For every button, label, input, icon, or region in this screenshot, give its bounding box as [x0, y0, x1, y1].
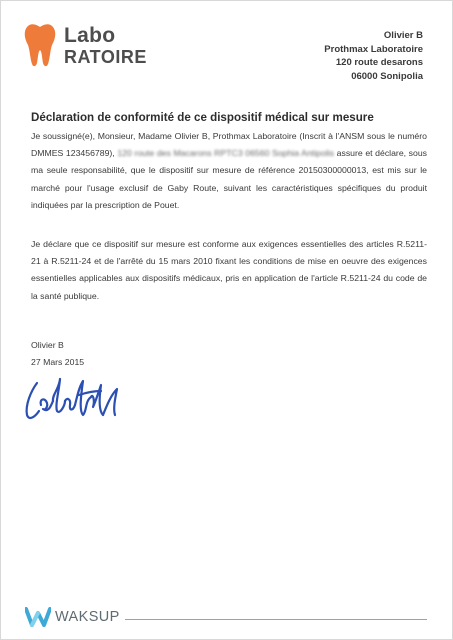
paragraph-1-end: assure et déclare, sous ma seule responsabilité, que le dispositif sur mesure de référence 20150300000013, est mis sur le marché pour l'usage exclusif de Gaby Route, suivant les caractéristiques spécifiques du produit indiquées par la prescription de Pouet.: [31, 148, 428, 210]
signatory-name: Olivier B: [31, 340, 64, 350]
paragraph-1-start: Je soussigné(e), Monsieur, Madame Olivier B, Prothmax Laboratoire (Inscrit à l'ANSM sous le numéro DMMES 123456789),: [31, 131, 427, 159]
w-logo-icon: [25, 607, 51, 627]
address-company: Prothmax Laboratoire: [324, 43, 423, 55]
paragraph-1: [31, 128, 427, 214]
footer-divider: [125, 619, 427, 620]
redacted-address: 120 route des Macarons RPTC3 06560 Sophia Antipolis: [117, 148, 335, 159]
handwritten-signature: [21, 371, 136, 431]
waksup-logo: [25, 607, 125, 627]
signature-date: 27 Mars 2015: [31, 357, 85, 367]
document-title: Déclaration de conformité de ce dispositif médical sur mesure: [31, 111, 374, 124]
address-city: 06000 Sonipolia: [351, 70, 423, 82]
tooth-icon: [23, 23, 57, 67]
paragraph-2: Je déclare que ce dispositif sur mesure est conforme aux exigences essentielles des articles R.5211-21 à R.5211-24 et de l'arrêté du 15 mars 2010 fixant les conditions de mise en oeuvre des exigences essentielles applicables aux dispositifs médicaux, pris en application de l'article R.5211-24 du code de la santé publique.: [31, 239, 427, 301]
address-street: 120 route desarons: [335, 57, 423, 69]
footer-brand: WAKSUP: [55, 609, 120, 625]
sender-address: [324, 29, 423, 83]
brand-line-1: Labo: [64, 24, 116, 47]
brand-line-2: RATOIRE: [64, 47, 147, 67]
address-name: Olivier B: [383, 30, 423, 41]
labo-ratoire-logo: [23, 23, 153, 71]
